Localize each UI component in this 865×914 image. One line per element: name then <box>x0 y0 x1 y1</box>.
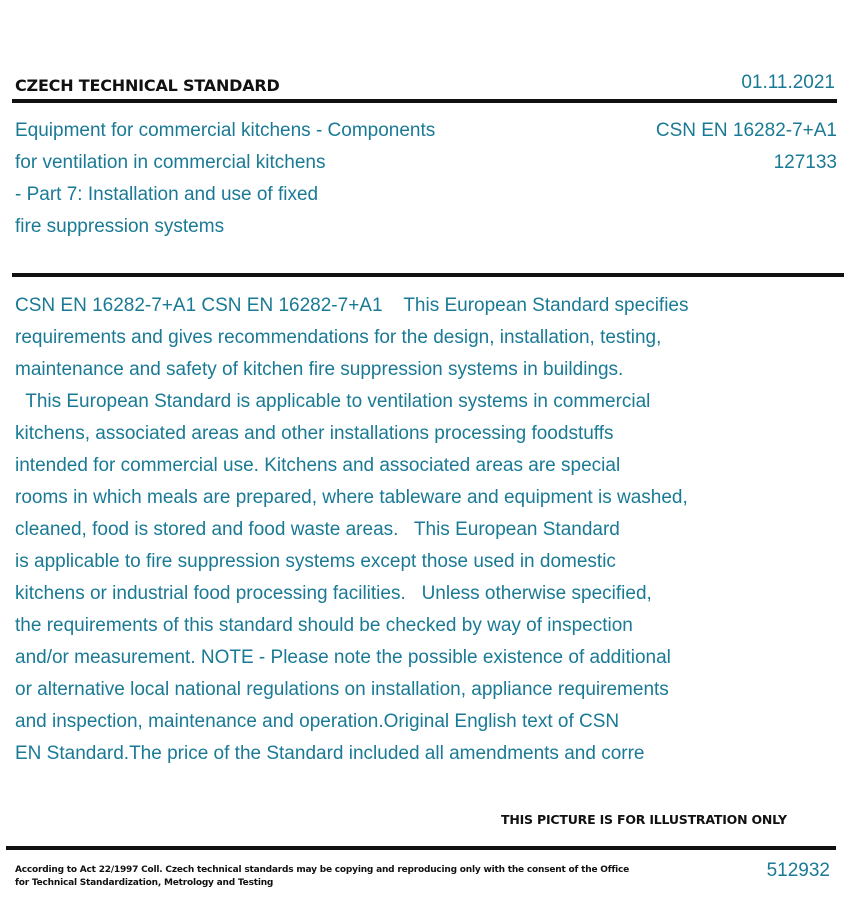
description-line: intended for commercial use. Kitchens and associated areas are special <box>15 455 621 476</box>
header-label: CZECH TECHNICAL STANDARD <box>15 76 280 95</box>
description-line: maintenance and safety of kitchen fire suppression systems in buildings. <box>15 359 624 380</box>
description-line: This European Standard is applicable to ventilation systems in commercial <box>15 391 651 412</box>
description-line: is applicable to fire suppression systems except those used in domestic <box>15 551 616 572</box>
description-line: kitchens or industrial food processing facilities. Unless otherwise specified, <box>15 583 652 604</box>
footer-number: 512932 <box>766 860 830 881</box>
description-line: and inspection, maintenance and operation.Original English text of CSN <box>15 711 620 732</box>
legal-footer-note <box>15 864 630 890</box>
title-line: for ventilation in commercial kitchens <box>15 152 326 173</box>
header-date: 01.11.2021 <box>741 72 835 93</box>
description-line: EN Standard.The price of the Standard included all amendments and corre <box>15 743 645 764</box>
footer-note-line: for Technical Standardization, Metrology and Testing <box>15 878 274 888</box>
standard-codes <box>656 115 837 179</box>
middle-divider <box>12 273 844 277</box>
description-line: requirements and gives recommendations for the design, installation, testing, <box>15 327 662 348</box>
description-line: rooms in which meals are prepared, where tableware and equipment is washed, <box>15 487 688 508</box>
title-line: - Part 7: Installation and use of fixed <box>15 184 319 205</box>
standard-title <box>15 115 535 243</box>
top-divider <box>12 99 837 103</box>
bottom-divider <box>6 846 836 850</box>
catalog-number: 127133 <box>773 152 837 173</box>
title-line: Equipment for commercial kitchens - Components <box>15 120 436 141</box>
illustration-note: THIS PICTURE IS FOR ILLUSTRATION ONLY <box>501 812 787 827</box>
title-line: fire suppression systems <box>15 216 225 237</box>
standard-description <box>15 290 835 770</box>
standard-code: CSN EN 16282-7+A1 <box>655 120 837 141</box>
description-line: cleaned, food is stored and food waste areas. This European Standard <box>15 519 620 540</box>
description-line: the requirements of this standard should be checked by way of inspection <box>15 615 633 636</box>
footer-note-line: According to Act 22/1997 Coll. Czech technical standards may be copying and reproducing only with the consent of the Office <box>15 865 630 875</box>
description-line: CSN EN 16282-7+A1 CSN EN 16282-7+A1 This European Standard specifies <box>15 295 689 316</box>
description-line: or alternative local national regulations on installation, appliance requirements <box>15 679 669 700</box>
description-line: and/or measurement. NOTE - Please note the possible existence of additional <box>15 647 671 668</box>
description-line: kitchens, associated areas and other installations processing foodstuffs <box>15 423 614 444</box>
